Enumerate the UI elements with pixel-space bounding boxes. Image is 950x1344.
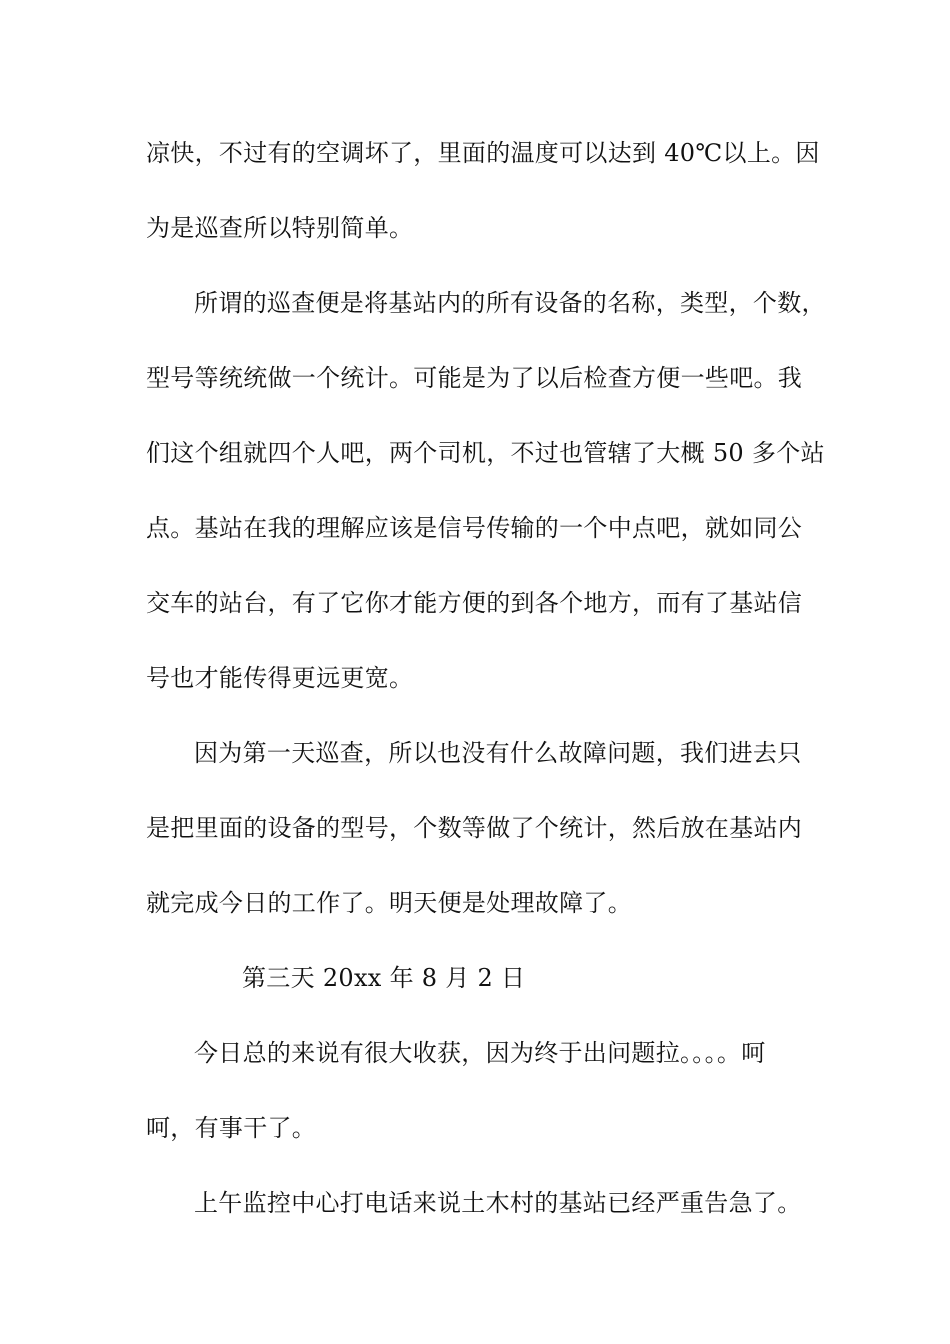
paragraph-line: 凉快，不过有的空调坏了，里面的温度可以达到 40℃以上。因 bbox=[146, 139, 820, 167]
paragraph-line: 今日总的来说有很大收获，因为终于出问题拉。。。。呵 bbox=[194, 1039, 766, 1067]
paragraph-line: 为是巡查所以特别简单。 bbox=[146, 214, 414, 242]
paragraph-line: 因为第一天巡查，所以也没有什么故障问题，我们进去只 bbox=[194, 739, 802, 767]
section-heading: 第三天 20xx 年 8 月 2 日 bbox=[242, 964, 526, 992]
paragraph-line: 上午监控中心打电话来说土木村的基站已经严重告急了。 bbox=[194, 1189, 802, 1217]
paragraph-line: 是把里面的设备的型号，个数等做了个统计，然后放在基站内 bbox=[146, 814, 803, 842]
paragraph-line: 型号等统统做一个统计。可能是为了以后检查方便一些吧。我 bbox=[146, 364, 803, 392]
paragraph-line: 所谓的巡查便是将基站内的所有设备的名称，类型，个数， bbox=[194, 289, 826, 317]
paragraph-line: 号也才能传得更远更宽。 bbox=[146, 664, 414, 692]
paragraph-line: 呵，有事干了。 bbox=[146, 1114, 317, 1142]
paragraph-line: 点。基站在我的理解应该是信号传输的一个中点吧，就如同公 bbox=[146, 514, 803, 542]
paragraph-line: 交车的站台，有了它你才能方便的到各个地方，而有了基站信 bbox=[146, 589, 803, 617]
paragraph-line: 们这个组就四个人吧，两个司机，不过也管辖了大概 50 多个站 bbox=[146, 439, 825, 467]
paragraph-line: 就完成今日的工作了。明天便是处理故障了。 bbox=[146, 889, 632, 917]
